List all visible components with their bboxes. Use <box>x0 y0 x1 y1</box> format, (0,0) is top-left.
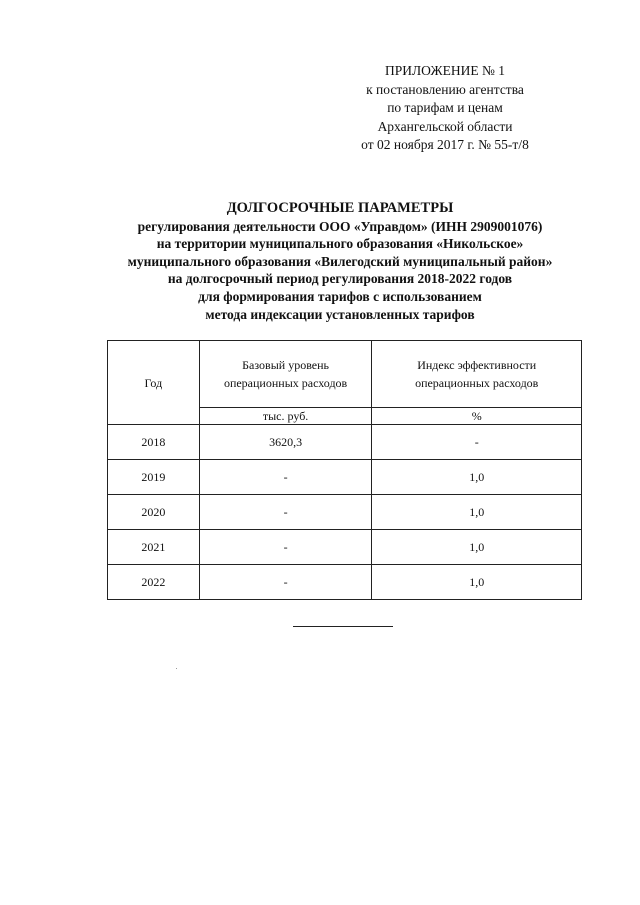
title-line: муниципального образования «Вилегодский муниципальный район» <box>127 253 553 269</box>
cell-index: 1,0 <box>372 530 582 565</box>
cell-index: 1,0 <box>372 565 582 600</box>
table-row <box>108 460 582 495</box>
table-row <box>108 530 582 565</box>
appendix-date: от 02 ноября 2017 г. № 55-т/8 <box>361 137 529 152</box>
title-line: для формирования тарифов с использованием <box>198 288 482 304</box>
cell-year: 2022 <box>108 565 200 600</box>
header-efficiency-index: Индекс эффективности операционных расходов <box>372 341 582 408</box>
cell-year: 2020 <box>108 495 200 530</box>
appendix-line: по тарифам и ценам <box>387 100 503 115</box>
appendix-number: ПРИЛОЖЕНИЕ № 1 <box>384 63 506 78</box>
unit-base: тыс. руб. <box>199 408 372 425</box>
cell-base: - <box>199 460 372 495</box>
table-row <box>108 425 582 460</box>
cell-base: - <box>199 530 372 565</box>
cell-year: 2019 <box>108 460 200 495</box>
end-separator-line <box>293 626 393 627</box>
title-line: на долгосрочный период регулирования 2018-2022 годов <box>167 271 513 287</box>
parameters-table <box>107 340 582 600</box>
appendix-header <box>330 62 560 155</box>
table-row <box>108 565 582 600</box>
cell-year: 2018 <box>108 425 200 460</box>
cell-base: - <box>199 495 372 530</box>
table-header-row <box>108 341 582 408</box>
unit-index: % <box>372 408 582 425</box>
title-line: регулирования деятельности ООО «Управдом» (ИНН 2909001076) <box>137 218 543 234</box>
cell-index: 1,0 <box>372 460 582 495</box>
header-year: Год <box>108 341 200 425</box>
cell-index: 1,0 <box>372 495 582 530</box>
title-line: на территории муниципального образования «Никольское» <box>156 236 524 252</box>
cell-index: - <box>372 425 582 460</box>
header-base-level: Базовый уровень операционных расходов <box>199 341 372 408</box>
appendix-line: Архангельской области <box>377 118 513 134</box>
cell-base: 3620,3 <box>199 425 372 460</box>
title-main: ДОЛГОСРОЧНЫЕ ПАРАМЕТРЫ <box>226 200 454 216</box>
appendix-line: к постановлению агентства <box>366 81 524 97</box>
scan-speck <box>176 668 177 669</box>
document-title <box>60 200 620 323</box>
table-row <box>108 495 582 530</box>
cell-year: 2021 <box>108 530 200 565</box>
cell-base: - <box>199 565 372 600</box>
title-line: метода индексации установленных тарифов <box>205 306 475 322</box>
